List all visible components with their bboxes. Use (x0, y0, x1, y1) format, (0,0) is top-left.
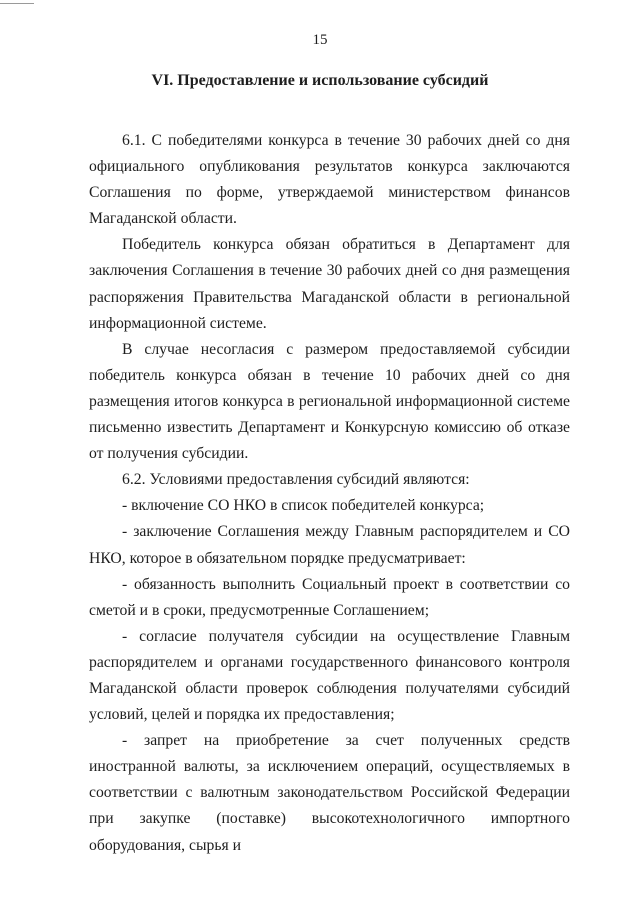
section-heading: VI. Предоставление и использование субсидий (151, 72, 489, 89)
page-number: 15 (312, 32, 328, 48)
list-item-agreement: - заключение Соглашения между Главным распорядителем и СО НКО, которое в обязательном порядке предусматривает: (89, 523, 570, 567)
paragraph-disagreement: В случае несогласия с размером предоставляемой субсидии победитель конкурса обязан в течение 10 рабочих дней со дня размещения итогов конкурса в региональной информационной системе письменно известить Департамент и Конкурсную комиссию об отказе от получения субсидии. (89, 340, 570, 463)
list-item-prohibition: - запрет на приобретение за счет полученных средств иностранной валюты, за исключением операций, осуществляемых в соответствии с валютным законодательством Российской Федерации при закупке (поставке) высокотехнологичного импортного оборудования, сырья и (89, 732, 570, 854)
list-item-duty: - обязанность выполнить Социальный проект в соответствии со сметой и в сроки, предусмотренные Соглашением; (89, 575, 570, 619)
paragraph-6-1: 6.1. С победителями конкурса в течение 30 рабочих дней со дня официального опубликования результатов конкурса заключаются Соглашения по форме, утверждаемой министерством финансов Магаданской области. (89, 132, 570, 228)
list-item-consent: - согласие получателя субсидии на осуществление Главным распорядителем и органами государственного финансового контроля Магаданской области проверок соблюдения получателями субсидий условий, целей и порядка их предоставления; (89, 627, 570, 724)
paragraph-6-2: 6.2. Условиями предоставления субсидий являются: (122, 471, 470, 489)
scan-corner-mark (0, 3, 34, 4)
document-body (89, 128, 570, 859)
paragraph-obligation: Победитель конкурса обязан обратиться в Департамент для заключения Соглашения в течение 30 рабочих дней со дня размещения распоряжения Правительства Магаданской области в региональной информационной системе. (89, 236, 570, 332)
list-item-inclusion: - включение СО НКО в список победителей конкурса; (122, 497, 485, 515)
